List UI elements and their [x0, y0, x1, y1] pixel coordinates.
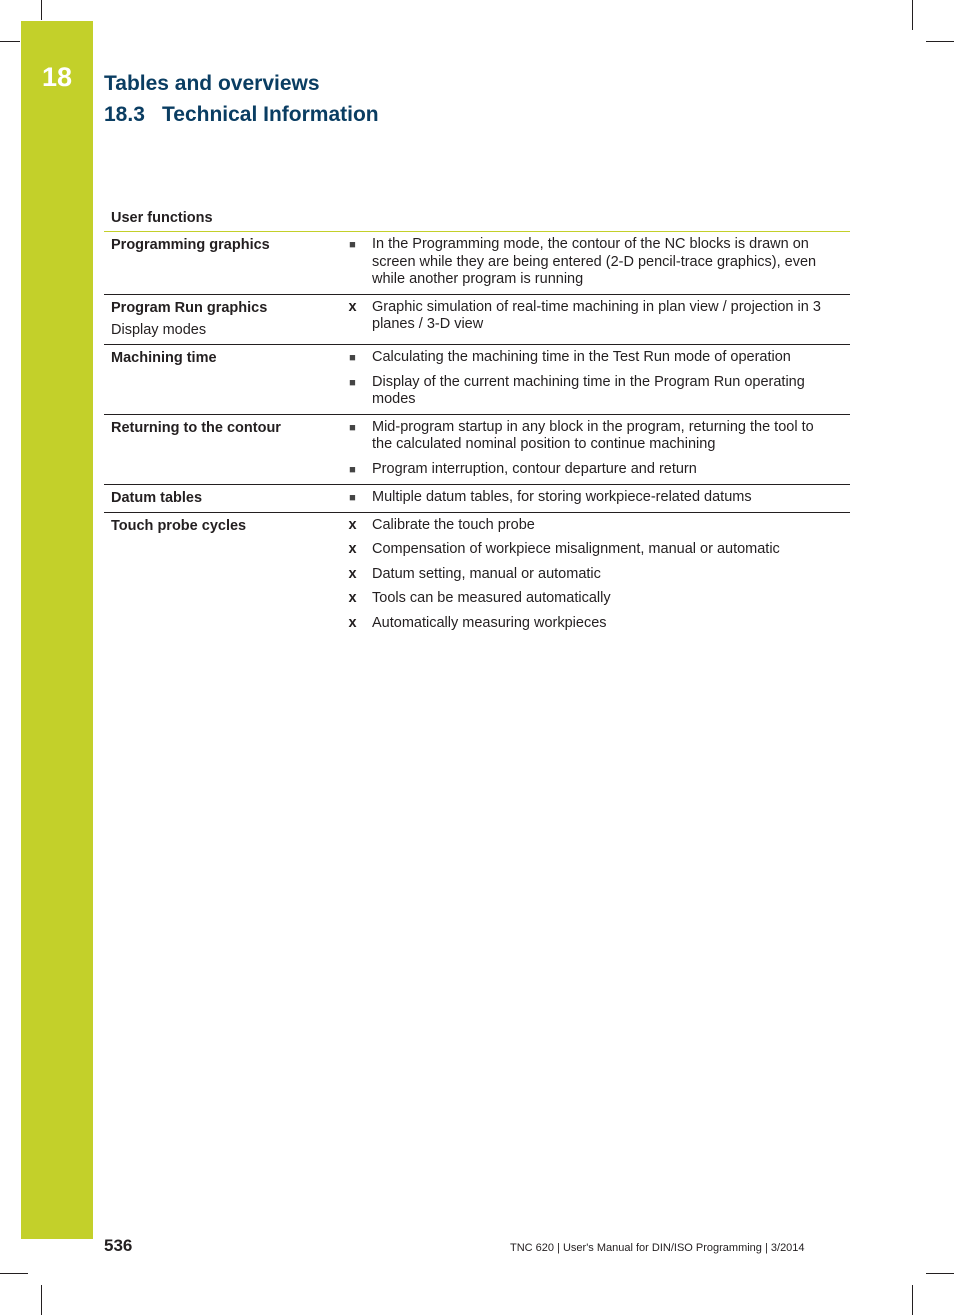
crop-mark [0, 1273, 28, 1274]
option-marker-x: x [348, 614, 357, 631]
option-marker-x: x [348, 516, 357, 533]
chapter-number: 18 [41, 62, 73, 92]
crop-mark [912, 1285, 913, 1315]
table-heading: User functions [104, 210, 850, 232]
item-text: Program interruption, contour departure and return [372, 460, 697, 477]
table-row [104, 345, 850, 415]
crop-mark [926, 1273, 954, 1274]
chapter-title: Tables and overviews [104, 72, 320, 95]
row-items [333, 419, 850, 479]
item-text: Display of the current machining time in the Program Run operating modes [372, 373, 805, 407]
user-functions-table [104, 210, 850, 637]
list-item [333, 566, 850, 584]
option-marker-x: x [348, 590, 357, 606]
row-items [333, 517, 850, 633]
table-row [104, 295, 850, 345]
list-item [333, 236, 850, 289]
row-label-cell [104, 299, 333, 339]
crop-mark [0, 41, 20, 42]
section-title [104, 103, 379, 127]
chapter-sidebar [21, 21, 93, 1239]
row-items [333, 349, 850, 409]
row-label: Returning to the contour [111, 419, 281, 436]
section-title-text: Technical Information [162, 103, 379, 126]
crop-mark [41, 0, 42, 20]
option-marker-x: x [348, 565, 357, 582]
row-label-cell [104, 517, 333, 633]
item-text: Calculating the machining time in the Test Run mode of operation [372, 348, 791, 365]
list-item [333, 489, 850, 507]
list-item [333, 349, 850, 367]
table-row [104, 485, 850, 513]
item-text: In the Programming mode, the contour of the NC blocks is drawn on screen while they are being entered (2-D pencil-trace graphics), even while another program is running [372, 236, 817, 287]
row-label-cell [104, 419, 333, 479]
list-item [333, 461, 850, 479]
row-sublabel: Display modes [111, 321, 207, 338]
row-label-cell [104, 489, 333, 507]
list-item [333, 590, 850, 608]
list-item [333, 374, 850, 409]
row-label-cell [104, 349, 333, 409]
list-item [333, 299, 850, 334]
page-number: 536 [104, 1236, 133, 1255]
bullet-square-icon: ■ [349, 376, 356, 389]
crop-mark [926, 41, 954, 42]
item-text: Automatically measuring workpieces [372, 614, 607, 631]
item-text: Datum setting, manual or automatic [372, 565, 601, 582]
item-text: Mid-program startup in any block in the program, returning the tool to the calculated nominal position to continue machining [372, 418, 814, 452]
crop-mark [912, 0, 913, 30]
bullet-square-icon: ■ [349, 239, 356, 251]
bullet-square-icon: ■ [349, 351, 356, 364]
row-items [333, 236, 850, 289]
table-row [104, 513, 850, 638]
list-item [333, 517, 850, 535]
item-text: Multiple datum tables, for storing workpiece-related datums [372, 488, 752, 505]
bullet-square-icon: ■ [349, 463, 356, 476]
row-label: Machining time [111, 349, 217, 366]
item-text: Calibrate the touch probe [372, 516, 535, 533]
option-marker-x: x [348, 298, 357, 315]
table-row [104, 415, 850, 485]
table-row [104, 232, 850, 295]
section-number: 18.3 [104, 103, 145, 126]
bullet-square-icon: ■ [349, 491, 356, 504]
row-items [333, 489, 850, 507]
item-text: Tools can be measured automatically [372, 590, 611, 606]
row-items [333, 299, 850, 339]
item-text: Graphic simulation of real-time machining in plan view / projection in 3 planes / 3-D view [372, 298, 821, 332]
option-marker-x: x [348, 541, 357, 557]
list-item [333, 615, 850, 633]
list-item [333, 419, 850, 454]
bullet-square-icon: ■ [349, 421, 356, 434]
row-label: Program Run graphics [111, 299, 268, 316]
item-text: Compensation of workpiece misalignment, manual or automatic [372, 541, 780, 557]
crop-mark [41, 1285, 42, 1315]
list-item [333, 541, 850, 559]
footer-text: TNC 620 | User's Manual for DIN/ISO Programming | 3/2014 [510, 1242, 805, 1254]
row-label: Datum tables [111, 489, 203, 506]
row-label: Touch probe cycles [111, 517, 247, 534]
row-label-cell [104, 236, 333, 289]
row-label: Programming graphics [111, 237, 270, 253]
